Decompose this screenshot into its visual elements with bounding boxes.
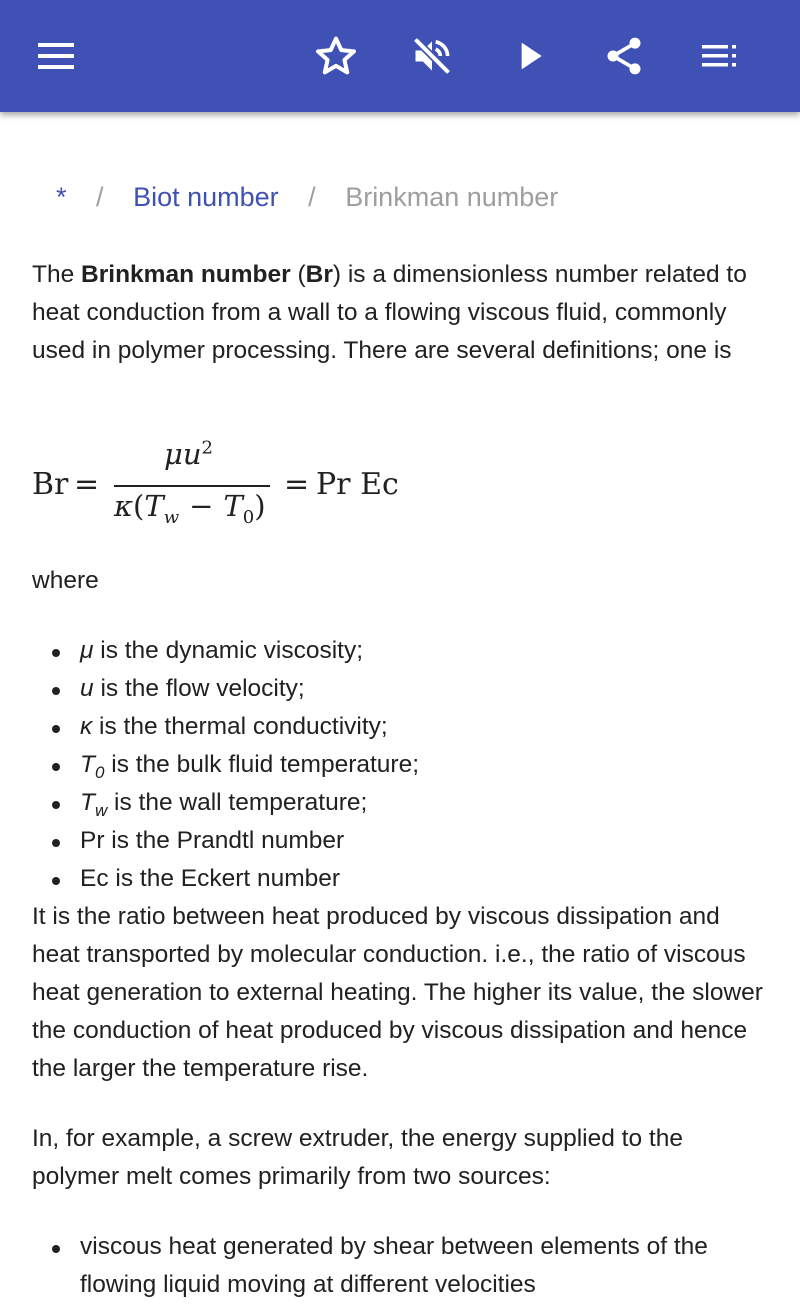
- definitions-list: [32, 632, 419, 898]
- breadcrumb-separator: /: [308, 182, 316, 212]
- menu-button[interactable]: [26, 26, 86, 86]
- breadcrumb-current: Brinkman number: [345, 182, 559, 212]
- formula-equals: =: [74, 467, 100, 502]
- formula-equals-2: =: [284, 467, 310, 502]
- list-item: μ is the dynamic viscosity;: [32, 632, 419, 670]
- extruder-paragraph: In, for example, a screw extruder, the energy supplied to the polymer melt comes primarily from two sources:: [32, 1125, 683, 1190]
- list-item: Pr is the Prandtl number: [32, 822, 419, 860]
- share-icon: [602, 34, 646, 78]
- term-brinkman-number: Brinkman number: [81, 261, 291, 288]
- menu-icon: [36, 36, 76, 76]
- fraction-bar: [114, 485, 270, 487]
- toc-icon: [700, 36, 740, 76]
- play-button[interactable]: [500, 26, 560, 86]
- formula-numerator: $\mu u^2$: [164, 437, 213, 471]
- list-item: u is the flow velocity;: [32, 670, 419, 708]
- where-text: where: [32, 567, 99, 594]
- ratio-paragraph: It is the ratio between heat produced by viscous dissipation and heat transported by molecular conduction. i.e., the ratio of viscous heat generation to external heating. The higher its value, the slower the conduction of heat produced by viscous dissipation and hence the larger the temperature rise.: [32, 903, 763, 1082]
- list-item: viscous heat generated by shear between elements of the flowing liquid moving at different velocities: [32, 1228, 772, 1304]
- list-item: $T_w$ is the wall temperature;: [32, 784, 419, 822]
- article-content: [0, 112, 800, 1298]
- breadcrumb-separator: /: [96, 182, 104, 212]
- intro-paragraph: The Brinkman number (Br) is a dimensionless number related to heat conduction from a wall to a flowing viscous fluid, commonly used in polymer processing. There are several definitions; one is: [32, 261, 747, 364]
- volume-off-icon: [410, 34, 454, 78]
- formula-lhs: Br: [32, 467, 69, 502]
- share-button[interactable]: [594, 26, 654, 86]
- mute-button[interactable]: [402, 26, 462, 86]
- term-br: Br: [305, 261, 333, 288]
- list-item: $T_0$ is the bulk fluid temperature;: [32, 746, 419, 784]
- star-outline-icon: [314, 34, 358, 78]
- formula-rhs: Pr Ec: [316, 467, 399, 502]
- breadcrumb: [56, 182, 558, 213]
- formula-denominator: $\kappa(T_w - T_0)$: [114, 489, 266, 528]
- list-item: κ is the thermal conductivity;: [32, 708, 419, 746]
- play-icon: [510, 36, 550, 76]
- app-toolbar: [0, 0, 800, 112]
- list-item: Ec is the Eckert number: [32, 860, 419, 898]
- contents-button[interactable]: [690, 26, 750, 86]
- energy-sources-list: [32, 1228, 772, 1304]
- breadcrumb-home-link[interactable]: *: [56, 182, 67, 212]
- bookmark-button[interactable]: [306, 26, 366, 86]
- breadcrumb-parent-link[interactable]: Biot number: [133, 182, 279, 212]
